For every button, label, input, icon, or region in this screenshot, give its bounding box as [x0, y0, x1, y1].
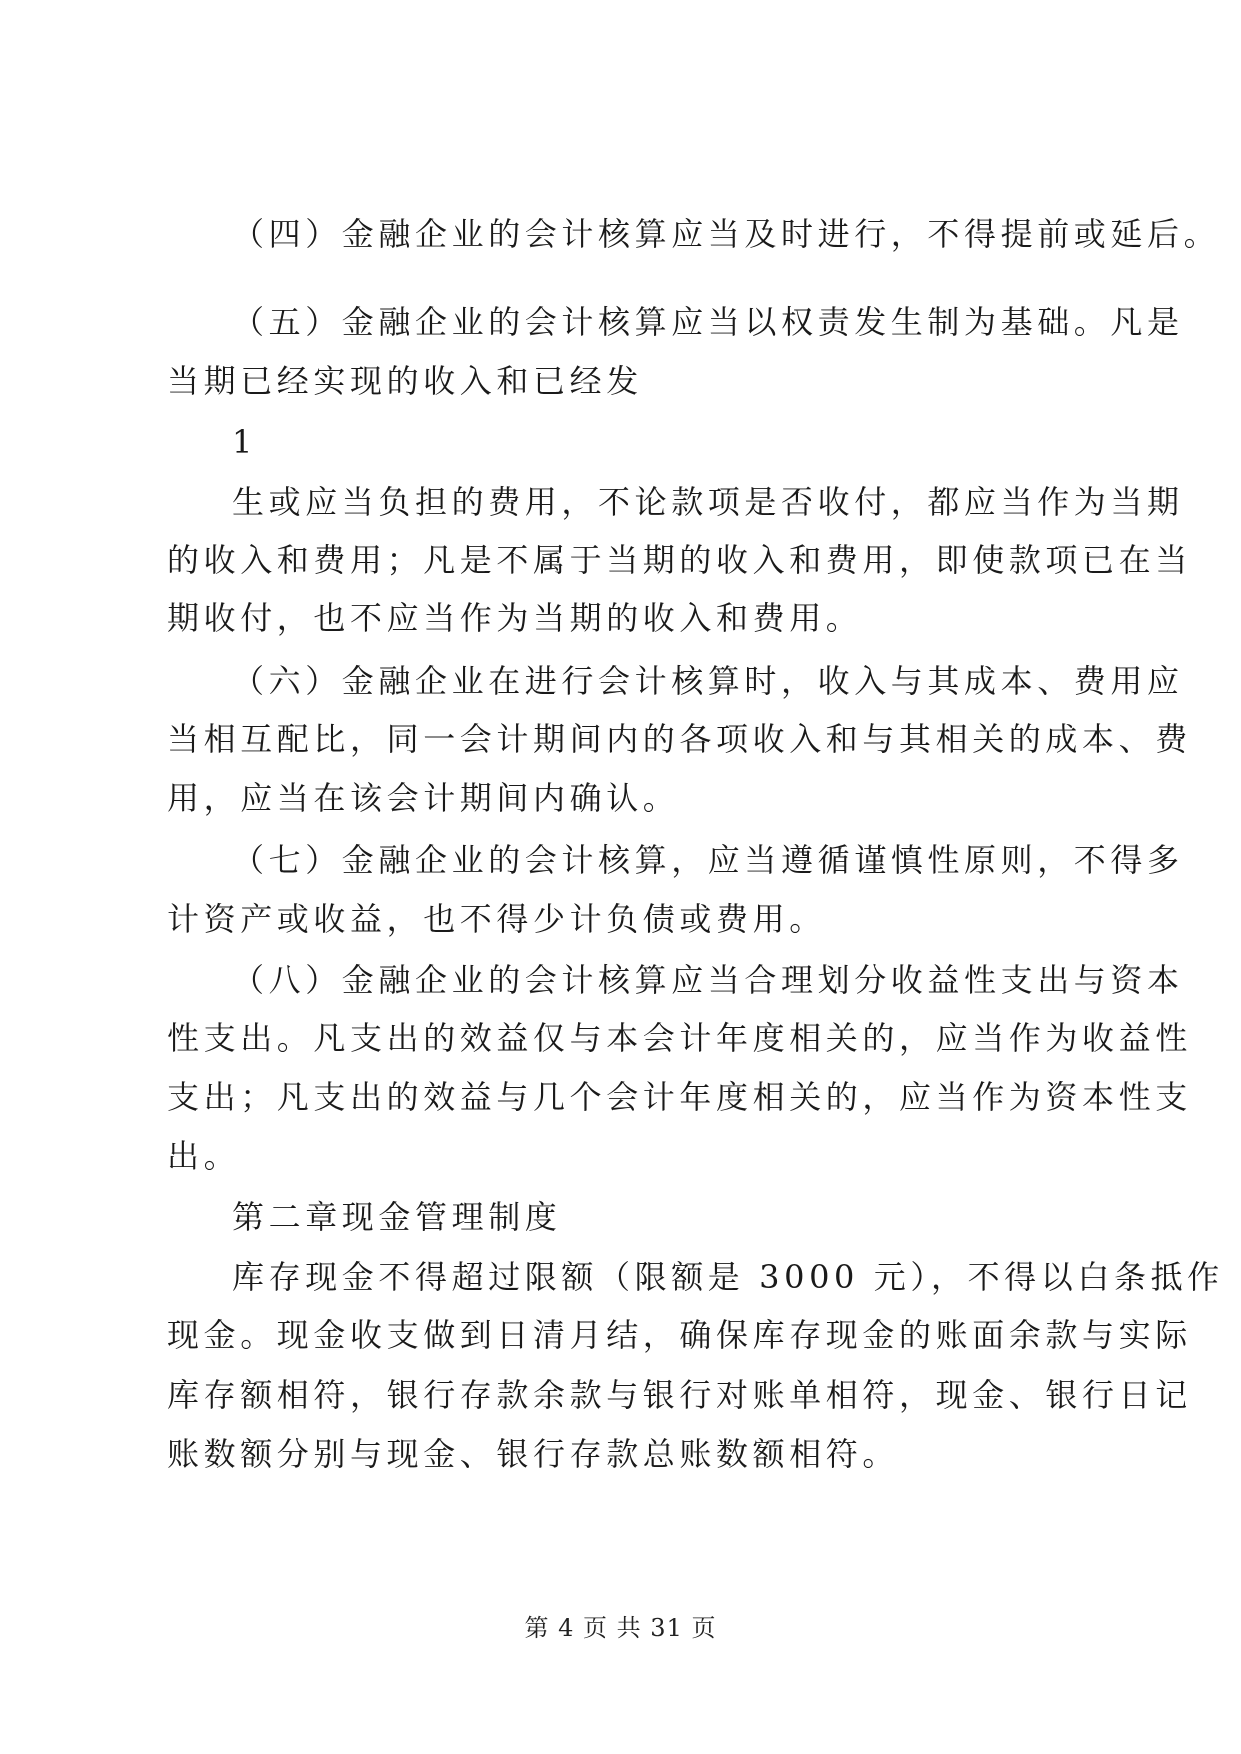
text-line: （八）金融企业的会计核算应当合理划分收益性支出与资本	[232, 961, 1184, 999]
text-line: 用，应当在该会计期间内确认。	[167, 779, 680, 817]
text-line: （五）金融企业的会计核算应当以权责发生制为基础。凡是	[232, 303, 1184, 341]
text-line: 当期已经实现的收入和已经发	[167, 362, 643, 400]
text-line: 1	[232, 423, 253, 461]
chapter-heading: 第二章现金管理制度	[232, 1198, 562, 1236]
text-line: 账数额分别与现金、银行存款总账数额相符。	[167, 1435, 900, 1473]
text-line: 库存现金不得超过限额（限额是 3000 元），不得以白条抵作	[232, 1258, 1224, 1296]
text-line: 出。	[167, 1137, 241, 1175]
text-line: 生或应当负担的费用，不论款项是否收付，都应当作为当期	[232, 483, 1184, 521]
text-line: 现金。现金收支做到日清月结，确保库存现金的账面余款与实际	[167, 1316, 1192, 1354]
text-line: 支出；凡支出的效益与几个会计年度相关的，应当作为资本性支	[167, 1078, 1192, 1116]
text-line: 计资产或收益，也不得少计负债或费用。	[167, 900, 826, 938]
text-line: 库存额相符，银行存款余款与银行对账单相符，现金、银行日记	[167, 1376, 1192, 1414]
page-number-footer: 第 4 页 共 31 页	[524, 1614, 717, 1642]
text-line: 当相互配比，同一会计期间内的各项收入和与其相关的成本、费	[167, 720, 1192, 758]
text-line: （六）金融企业在进行会计核算时，收入与其成本、费用应	[232, 662, 1184, 700]
text-line: （四）金融企业的会计核算应当及时进行，不得提前或延后。	[232, 215, 1221, 253]
text-line: 性支出。凡支出的效益仅与本会计年度相关的，应当作为收益性	[167, 1019, 1192, 1057]
text-line: （七）金融企业的会计核算，应当遵循谨慎性原则，不得多	[232, 841, 1184, 879]
text-line: 期收付，也不应当作为当期的收入和费用。	[167, 599, 863, 637]
text-line: 的收入和费用；凡是不属于当期的收入和费用，即使款项已在当	[167, 541, 1192, 579]
